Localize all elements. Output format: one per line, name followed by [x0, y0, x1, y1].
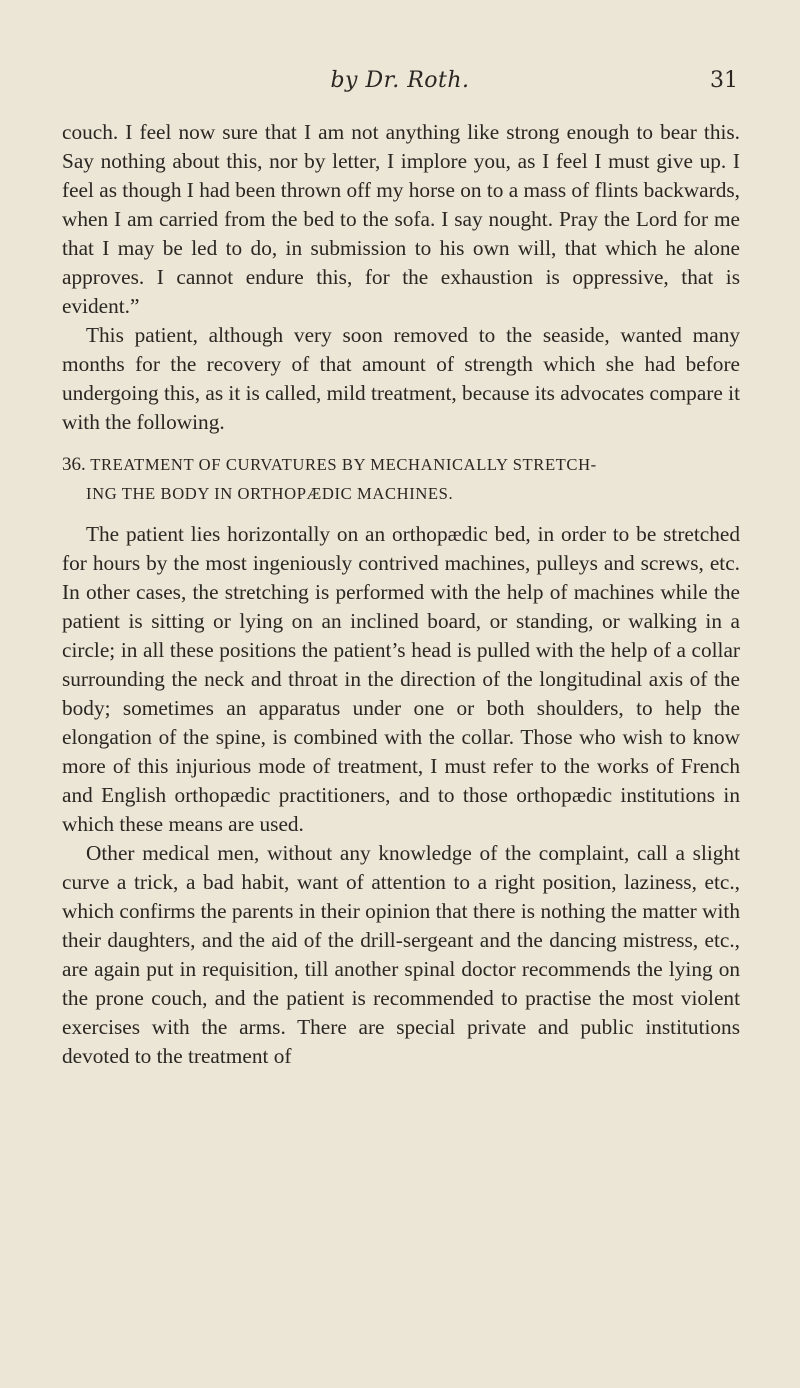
paragraph: The patient lies horizontally on an orthopædic bed, in order to be stretched for hours by the most ingeniously contrived machines, pulleys and screws, etc. In other cases, the stretching is performed with the help of machines while the patient is sitting or lying on an inclined board, or standing, or walking in a circle; in all these positions the patient’s head is pulled with the help of a collar surrounding the neck and throat in the direction of the longitudinal axis of the body; sometimes an apparatus under one or both shoulders, to help the elongation of the spine, is combined with the collar. Those who wish to know more of this injurious mode of treatment, I must refer to the works of French and English orthopædic practitioners, and to those orthopædic institutions in which these means are used.: [62, 522, 740, 836]
page-number: 31: [710, 68, 738, 93]
running-head-title: by Dr. Roth.: [330, 68, 470, 93]
paragraph: couch. I feel now sure that I am not anything like strong enough to bear this. Say nothing about this, nor by letter, I implore you, as I feel I must give up. I feel as though I had been thrown off my horse on to a mass of flints backwards, when I am carried from the bed to the sofa. I say nought. Pray the Lord for me that I may be led to do, in submission to his own will, that which he alone approves. I cannot endure this, for the exhaustion is oppressive, that is evident.”: [62, 120, 740, 318]
body-text: [62, 118, 740, 1071]
section-number: 36.: [62, 454, 86, 475]
paragraph: Other medical men, without any knowledge of the complaint, call a slight curve a trick, a bad habit, want of attention to a right position, laziness, etc., which confirms the parents in their opinion that there is nothing the matter with their daughters, and the aid of the drill-sergeant and the dancing mistress, etc., are again put in requisition, till another spinal doctor recommends the lying on the prone couch, and the patient is recommended to practise the most violent exercises with the arms. There are special private and public institutions devoted to the treatment of: [62, 841, 740, 1068]
running-head: [0, 68, 800, 98]
section-heading: [62, 450, 740, 508]
section-heading-line1: TREATMENT OF CURVATURES BY MECHANICALLY STRETCH-: [90, 455, 597, 474]
paragraph: This patient, although very soon removed to the seaside, wanted many months for the recovery of that amount of strength which she had before undergoing this, as it is called, mild treatment, because its advocates compare it with the following.: [62, 323, 740, 434]
section-heading-line2: ING THE BODY IN ORTHOPÆDIC MACHINES.: [86, 484, 454, 503]
